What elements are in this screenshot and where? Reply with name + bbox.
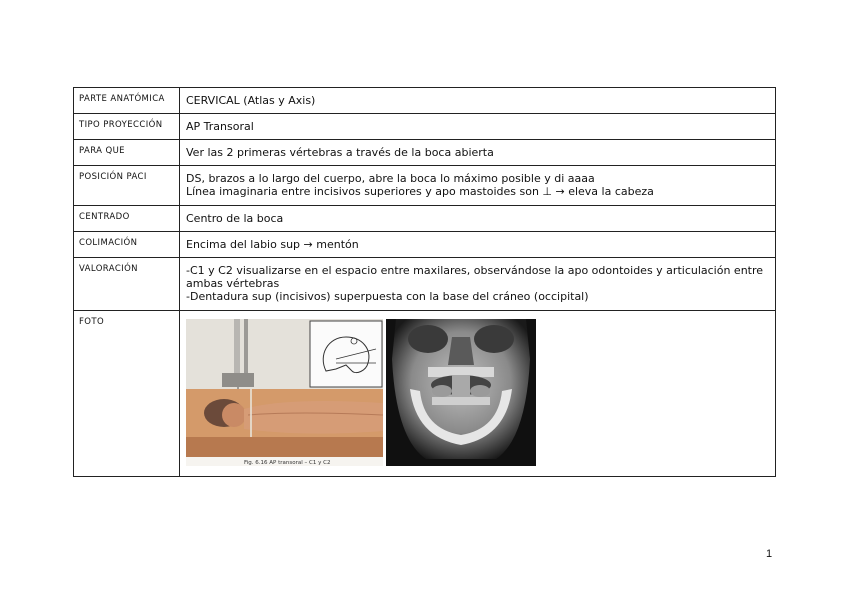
value-line: AP Transoral xyxy=(186,120,254,133)
row-label: PARTE ANATÓMICA xyxy=(74,88,180,114)
cervical-xray-illustration xyxy=(386,319,536,466)
row-label: PARA QUE xyxy=(74,140,180,166)
value-line: DS, brazos a lo largo del cuerpo, abre la boca lo máximo posible y di aaaa xyxy=(186,172,595,185)
row-patient-position xyxy=(74,166,776,206)
value-line: Ver las 2 primeras vértebras a través de la boca abierta xyxy=(186,146,494,159)
row-value xyxy=(180,140,776,166)
row-value xyxy=(180,166,776,206)
row-value xyxy=(180,114,776,140)
photo-cell xyxy=(180,311,776,477)
row-value xyxy=(180,88,776,114)
page-number: 1 xyxy=(766,548,773,560)
row-purpose xyxy=(74,140,776,166)
transoral-xray-image xyxy=(386,319,536,466)
row-label: POSICIÓN PACI xyxy=(74,166,180,206)
value-line: Centro de la boca xyxy=(186,212,284,225)
row-label: COLIMACIÓN xyxy=(74,232,180,258)
row-evaluation xyxy=(74,258,776,311)
value-line: -Dentadura sup (incisivos) superpuesta con la base del cráneo (occipital) xyxy=(186,290,589,303)
row-label: CENTRADO xyxy=(74,206,180,232)
photo-caption: Fig. 6.16 AP transoral – C1 y C2 xyxy=(244,460,331,466)
value-line: Encima del labio sup → mentón xyxy=(186,238,359,251)
row-collimation xyxy=(74,232,776,258)
row-label: FOTO xyxy=(74,311,180,477)
patient-positioning-photo xyxy=(186,319,383,466)
row-value xyxy=(180,206,776,232)
row-projection-type xyxy=(74,114,776,140)
row-centering xyxy=(74,206,776,232)
value-line: Línea imaginaria entre incisivos superiores y apo mastoides son ⊥ → eleva la cabeza xyxy=(186,185,654,198)
row-anatomical-part xyxy=(74,88,776,114)
positioning-table xyxy=(73,87,776,477)
patient-positioning-illustration xyxy=(186,319,383,466)
row-photo xyxy=(74,311,776,477)
row-value xyxy=(180,232,776,258)
value-line: -C1 y C2 visualizarse en el espacio entre maxilares, observándose la apo odontoides y articulación entre ambas vértebras xyxy=(186,264,764,290)
row-label: TIPO PROYECCIÓN xyxy=(74,114,180,140)
row-value xyxy=(180,258,776,311)
row-label: VALORACIÓN xyxy=(74,258,180,311)
value-line: CERVICAL (Atlas y Axis) xyxy=(186,94,316,107)
